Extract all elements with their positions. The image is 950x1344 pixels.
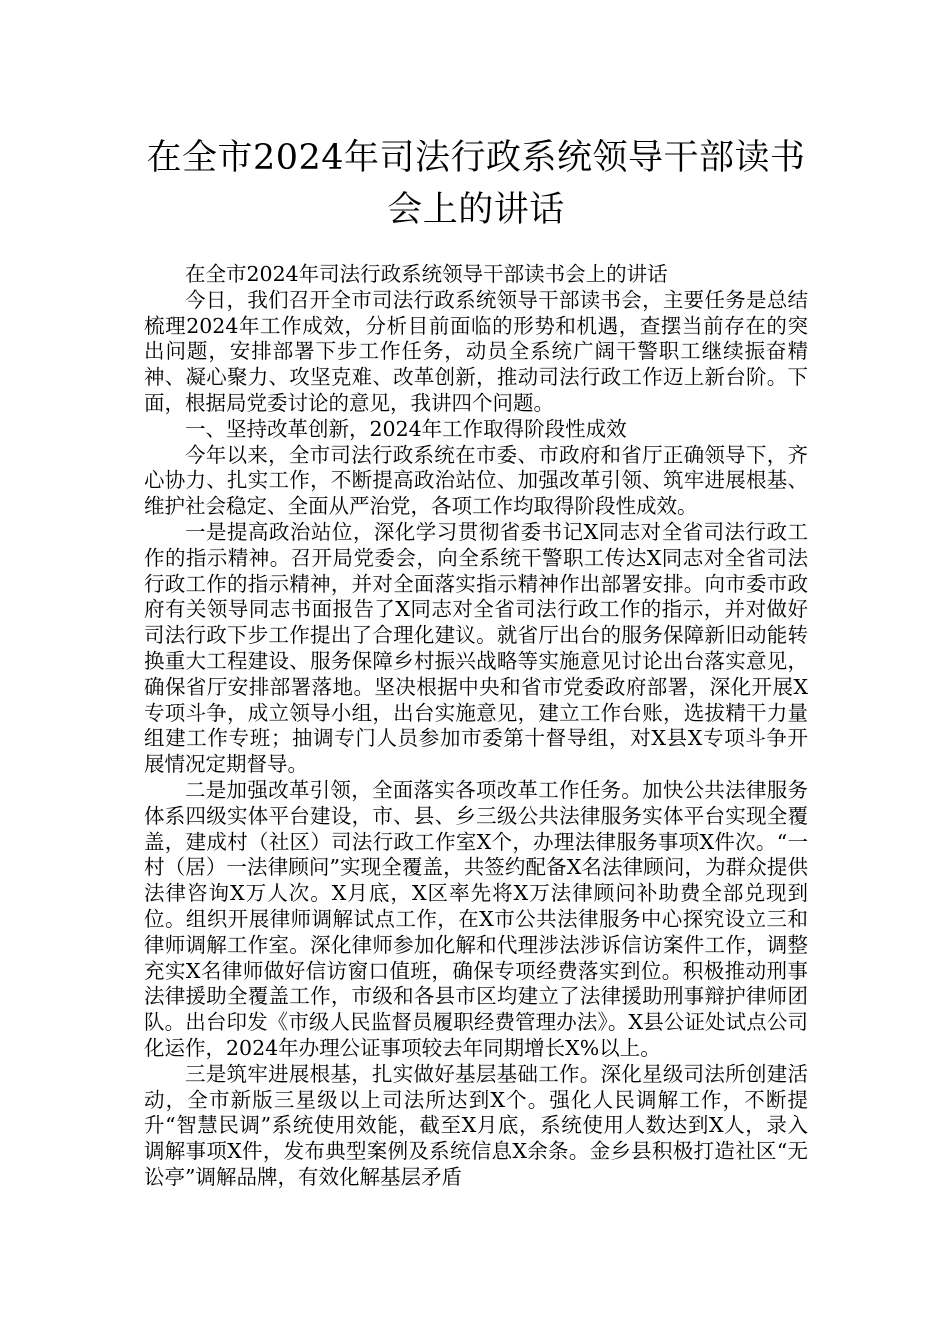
paragraph-point-2: 二是加强改革引领，全面落实各项改革工作任务。加快公共法律服务体系四级实体平台建设，市、县、乡三级公共法律服务实体平台实现全覆盖，建成村（社区）司法行政工作室X个，办理法律服务事项X件次。“一村（居）一法律顾问”实现全覆盖，共签约配备X名法律顾问，为群众提供法律咨询X万人次。X月底，X区率先将X万法律顾问补助费全部兑现到位。组织开展律师调解试点工作，在X市公共法律服务中心探究设立三和律师调解工作室。深化律师参加化解和代理涉法涉诉信访案件工作，调整充实X名律师做好信访窗口值班，确保专项经费落实到位。积极推动刑事法律援助全覆盖工作，市级和各县市区均建立了法律援助刑事辩护律师团队。出台印发《市级人民监督员履职经费管理办法》。X县公证处试点公司化运作，2024年办理公证事项较去年同期增长X%以上。	[144, 777, 808, 1060]
document-title: 在全市2024年司法行政系统领导干部读书会上的讲话	[146, 138, 806, 230]
document-body	[144, 262, 808, 1191]
paragraph-point-3: 三是筑牢进展根基，扎实做好基层基础工作。深化星级司法所创建活动，全市新版三星级以上司法所达到X个。强化人民调解工作，不断提升“智慧民调”系统使用效能，截至X月底，系统使用人数达到X人，录入调解事项X件，发布典型案例及系统信息X余条。金乡县积极打造社区“无讼亭”调解品牌，有效化解基层矛盾	[144, 1061, 808, 1189]
paragraph-point-1: 一是提高政治站位，深化学习贯彻省委书记X同志对全省司法行政工作的指示精神。召开局党委会，向全系统干警职工传达X同志对全省司法行政工作的指示精神，并对全面落实指示精神作出部署安排。向市委市政府有关领导同志书面报告了X同志对全省司法行政工作的指示，并对做好司法行政下步工作提出了合理化建议。就省厅出台的服务保障新旧动能转换重大工程建设、服务保障乡村振兴战略等实施意见讨论出台落实意见，确保省厅安排部署落地。坚决根据中央和省市党委政府部署，深化开展X专项斗争，成立领导小组，出台实施意见，建立工作台账，选拔精干力量组建工作专班；抽调专门人员参加市委第十督导组，对X县X专项斗争开展情况定期督导。	[144, 519, 808, 777]
paragraph-intro: 今日，我们召开全市司法行政系统领导干部读书会，主要任务是总结梳理2024年工作成效，分析目前面临的形势和机遇，查摆当前存在的突出问题，安排部署下步工作任务，动员全系统广阔干警职工继续振奋精神、凝心聚力、攻坚克难、改革创新，推动司法行政工作迈上新台阶。下面，根据局党委讨论的意见，我讲四个问题。	[144, 287, 808, 415]
paragraph-subtitle: 在全市2024年司法行政系统领导干部读书会上的讲话	[185, 262, 668, 286]
section-heading-1: 一、坚持改革创新，2024年工作取得阶段性成效	[185, 416, 627, 441]
paragraph-overview: 今年以来，全市司法行政系统在市委、市政府和省厅正确领导下，齐心协力、扎实工作，不断提高政治站位、加强改革引领、筑牢进展根基、维护社会稳定、全面从严治党，各项工作均取得阶段性成效。	[144, 442, 808, 519]
